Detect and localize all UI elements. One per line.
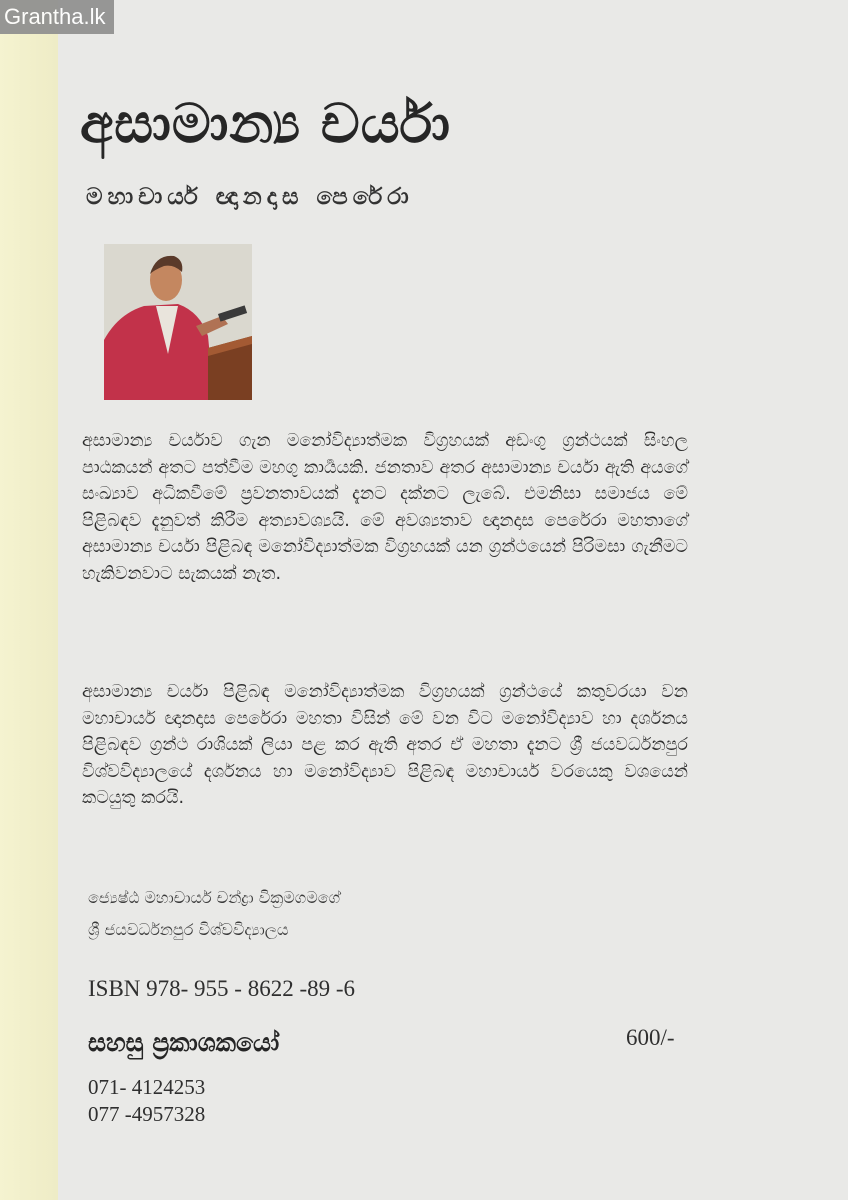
author-name: මහාචාර්ය ඥානදාස පෙරේරා <box>86 184 414 210</box>
description-paragraph-2: අසාමාන්‍ය චර්යා පිළිබඳ මනෝවිද්‍යාත්මක විග්‍රහයක් ග්‍රන්ථයේ කතුවරයා වන මහාචාර්ය ඥානදාස පෙරේරා මහතා විසින් මේ වන විට මනෝවිද්‍යාව හා දර්ශනය පිළිබඳව ග්‍රන්ථ රාශියක් ලියා පළ කර ඇති අතර ඒ මහතා දැනට ශ්‍රී ජයවර්ධනපුර විශ්වවිද්‍යාලයේ දර්ශනය හා මනෝවිද්‍යාව පිළිබඳ මහාචාර්ය වරයෙකු වශයෙන් කටයුතු කරයි. <box>82 682 688 808</box>
author-photo <box>104 244 252 400</box>
reviewer-signature <box>88 882 340 946</box>
phone-number-1: 071- 4124253 <box>88 1075 206 1099</box>
price: 600/- <box>626 1025 675 1050</box>
back-cover <box>58 0 848 1200</box>
isbn: ISBN 978- 955 - 8622 -89 -6 <box>88 976 356 1001</box>
reviewer-affiliation: ශ්‍රී ජයවර්ධනපුර විශ්වවිද්‍යාලය <box>88 920 289 939</box>
spine-shade <box>0 0 58 1200</box>
book-title: අසාමාන්‍ය චර්යා <box>80 92 451 155</box>
phone-number-2: 077 -4957328 <box>88 1102 206 1126</box>
watermark: Grantha.lk <box>0 0 114 34</box>
reviewer-name: ජ්‍යෙෂ්ඨ මහාචාර්ය චන්ද්‍රා වික්‍රමගමගේ <box>88 888 341 907</box>
publisher-name: සහසු ප්‍රකාශකයෝ <box>88 1028 280 1057</box>
description-paragraph-1: අසාමාන්‍ය චර්යාව ගැන මනෝවිද්‍යාත්මක විග්‍රහයක් අඩංගු ග්‍රන්ථයක් සිංහල පාඨකයන් අතට පත්වීම මහගු කාර්‍යයකි. ජනතාව අතර අසාමාන්‍ය චර්යා ඇති අයගේ සංඛ්‍යාව අධිකවීමේ ප්‍රවනතාවයක් දැනට දක්නට ලැබේ. එමනිසා සමාජය මේ පිළිබඳව දැනුවත් කිරීම අත්‍යාවශ්‍යයි. මේ අවශ්‍යතාව ඥානදාස පෙරේරා මහතාගේ අසාමාන්‍ය චර්යා පිළිබඳ මනෝවිද්‍යාත්මක විග්‍රහයක් යන ග්‍රන්ථයෙන් පිරිමසා ගැනීමට හැකිවනවාට සැකයක් නැත. <box>82 431 688 584</box>
